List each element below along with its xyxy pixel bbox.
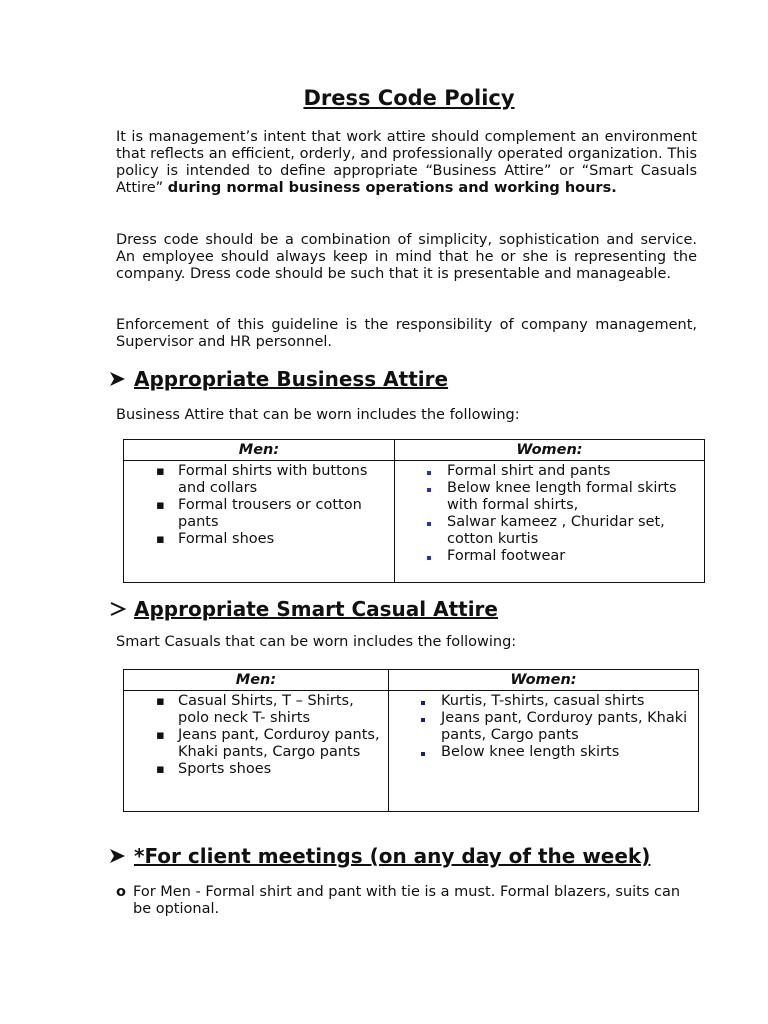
arrow-bullet-icon bbox=[108, 847, 128, 865]
list-item: ▪ Casual Shirts, T – Shirts, polo neck T- shirts bbox=[156, 693, 354, 726]
business-women-header: Women: bbox=[395, 440, 705, 461]
list-item: Below knee length formal skirts with formal shirts, bbox=[425, 480, 698, 514]
bullet-icon: ▪ bbox=[156, 762, 165, 777]
client-meetings-note-text: For Men - Formal shirt and pant with tie is a must. Formal blazers, suits can be optional. bbox=[133, 884, 681, 917]
list-item: Kurtis, T-shirts, casual shirts bbox=[419, 693, 692, 710]
smart-casual-heading-text: Appropriate Smart Casual Attire bbox=[134, 597, 498, 621]
smart-women-list bbox=[419, 693, 692, 761]
list-item: Formal footwear bbox=[425, 548, 698, 565]
arrow-bullet-icon bbox=[108, 600, 128, 618]
list-item: ▪ Formal trousers or cotton pants bbox=[156, 497, 362, 530]
bullet-icon: ▪ bbox=[156, 694, 165, 709]
smart-men-list bbox=[156, 693, 382, 778]
bullet-icon bbox=[419, 710, 427, 727]
bullet-icon: ▪ bbox=[156, 728, 165, 743]
client-meetings-heading-text: *For client meetings (on any day of the week) bbox=[134, 844, 651, 868]
client-meetings-note bbox=[116, 884, 697, 918]
list-item: ▪ Sports shoes bbox=[156, 761, 272, 777]
list-item: Formal shirt and pants bbox=[425, 463, 698, 480]
smart-women-header: Women: bbox=[389, 670, 699, 691]
bullet-icon bbox=[425, 514, 433, 531]
smart-casual-table bbox=[123, 669, 699, 812]
intro-paragraph-3: Enforcement of this guideline is the responsibility of company management, Supervisor and HR personnel. bbox=[116, 317, 697, 350]
bullet-icon: ▪ bbox=[156, 464, 165, 479]
business-men-cell bbox=[124, 461, 395, 583]
bullet-icon bbox=[425, 463, 433, 480]
list-item: ▪ Formal shirts with buttons and collars bbox=[156, 463, 368, 496]
list-item: Below knee length skirts bbox=[419, 744, 692, 761]
circle-bullet-icon: o bbox=[116, 884, 126, 900]
smart-casual-heading bbox=[108, 597, 498, 621]
business-women-list bbox=[425, 463, 698, 565]
intro-paragraph-2: Dress code should be a combination of simplicity, sophistication and service. An employee should always keep in mind that he or she is representing the company. Dress code should be such that it is presentable and manageable. bbox=[116, 232, 697, 282]
client-meetings-heading bbox=[108, 844, 650, 868]
list-item: ▪ Jeans pant, Corduroy pants, Khaki pants, Cargo pants bbox=[156, 727, 380, 760]
business-men-list bbox=[156, 463, 388, 548]
list-item: Salwar kameez , Churidar set, cotton kurtis bbox=[425, 514, 698, 548]
list-item: ▪ Formal shoes bbox=[156, 531, 275, 547]
bullet-icon: ▪ bbox=[156, 532, 165, 547]
bullet-icon bbox=[419, 744, 427, 761]
list-item: Jeans pant, Corduroy pants, Khaki pants, Cargo pants bbox=[419, 710, 692, 744]
arrow-bullet-icon bbox=[108, 370, 128, 388]
business-men-header: Men: bbox=[124, 440, 395, 461]
business-attire-heading bbox=[108, 367, 448, 391]
business-attire-heading-text: Appropriate Business Attire bbox=[134, 367, 449, 391]
bullet-icon bbox=[425, 548, 433, 565]
intro-paragraph-1-text: It is management’s intent that work attire should complement an environment that reflects an efficient, orderly, and professionally operated organization. This policy is intended to define appropriate “Business Attire” or “Smart Casuals Attire” bbox=[116, 129, 697, 196]
intro-paragraph-1 bbox=[116, 129, 697, 197]
page-title: Dress Code Policy bbox=[303, 86, 515, 110]
bullet-icon bbox=[425, 480, 433, 497]
smart-women-cell bbox=[389, 691, 699, 812]
smart-casual-lead: Smart Casuals that can be worn includes the following: bbox=[116, 634, 517, 650]
business-women-cell bbox=[395, 461, 705, 583]
smart-men-cell bbox=[124, 691, 389, 812]
smart-men-header: Men: bbox=[124, 670, 389, 691]
bullet-icon: ▪ bbox=[156, 498, 165, 513]
business-attire-lead: Business Attire that can be worn includes the following: bbox=[116, 407, 520, 423]
business-attire-table bbox=[123, 439, 705, 583]
intro-paragraph-1-bold: during normal business operations and working hours. bbox=[167, 180, 617, 196]
bullet-icon bbox=[419, 693, 427, 710]
